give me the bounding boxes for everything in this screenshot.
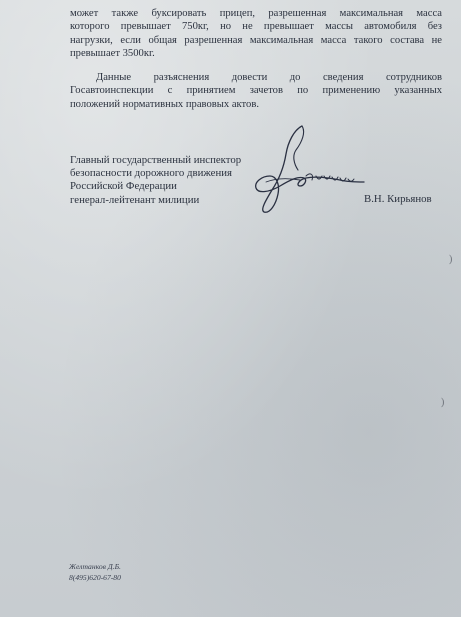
text-line: превышает 3500кг.	[70, 48, 155, 60]
executor-name: Желтанков Д.Б.	[69, 562, 121, 571]
signatory-title	[70, 154, 241, 207]
title-line: безопасности дорожного движения	[70, 167, 232, 180]
margin-mark: )	[449, 254, 453, 265]
text-line: может также буксировать прицеп, разрешенная максимальная масса	[70, 8, 442, 19]
paragraph-towing-rules	[70, 7, 442, 61]
handwritten-signature	[236, 120, 366, 220]
signatory-name: В.Н. Кирьянов	[364, 193, 432, 205]
text-line: Данные разъяснения довести до сведения сотрудников	[96, 72, 442, 83]
paragraph-instructions	[70, 71, 442, 111]
title-line: генерал-лейтенант милиции	[70, 193, 200, 206]
title-line: Российской Федерации	[70, 180, 177, 193]
margin-mark: )	[441, 397, 445, 408]
executor-phone: 8(495)620-67-80	[69, 572, 121, 582]
text-line: положений нормативных правовых актов.	[70, 98, 259, 110]
text-line: Госавтоинспекции с принятием зачетов по применению указанных	[70, 85, 442, 97]
text-line: которого превышает 750кг, но не превышает массы автомобиля без	[70, 21, 442, 33]
text-line: нагрузки, если общая разрешенная максимальная масса такого состава не	[70, 34, 442, 46]
executor-footer	[69, 562, 121, 583]
title-line: Главный государственный инспектор	[70, 154, 242, 166]
